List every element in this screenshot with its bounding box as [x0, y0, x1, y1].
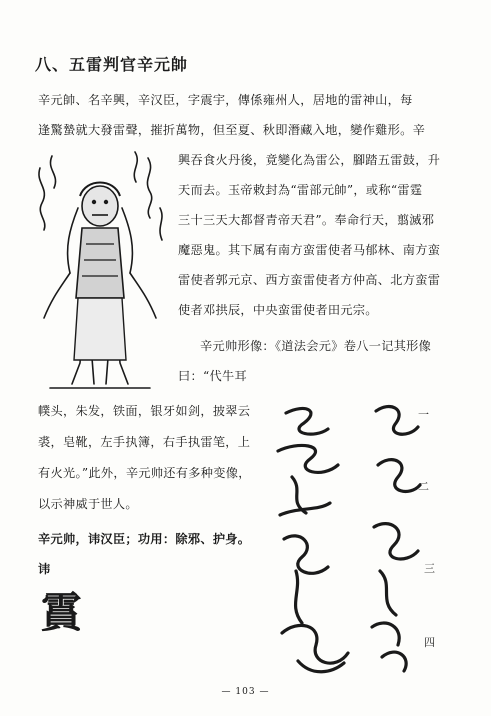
text-line: 幞头，朱发，铁面，银牙如剑，披翠云	[38, 404, 251, 418]
talisman-glyph: 霣	[40, 588, 83, 637]
hui-label: 讳	[38, 562, 51, 576]
section-heading: 八、五雷判官辛元帥	[35, 55, 189, 74]
function-line: 辛元帅，讳汉臣；功用：除邪、护身。	[38, 532, 251, 546]
text-line: 辛元帥、名辛興，辛汉臣，字震宇，傳係雍州人，居地的雷神山，每	[38, 93, 413, 107]
text-line: 曰：“代牛耳	[178, 369, 247, 383]
text-line: 興吞食火丹後，竟變化為雷公，腳踏五雷鼓，升	[178, 153, 441, 167]
text-line: 魔惡鬼。其下属有南方蛮雷使者马郁林、南方蛮	[178, 243, 441, 257]
text-line: 辛元帅形像：《道法会元》卷八一记其形像	[200, 339, 432, 353]
text-line: 裘，皂靴，左手执簿，右手执雷笔，上	[38, 435, 251, 449]
text-line: 逢驚蟄就大發雷聲，摧折萬物，但至夏、秋即潛藏入地，變作雞形。辛	[38, 123, 426, 137]
talisman-number: 二	[418, 480, 429, 493]
text-line: 使者邓拱辰，中央蛮雷使者田元宗。	[178, 303, 378, 317]
talisman-number: 一	[418, 408, 429, 421]
text-line: 三十三天大都督青帝天君”。奉命行天，翦滅邪	[178, 213, 435, 227]
text-line: 以示神威于世人。	[38, 497, 138, 511]
text-line: 天而去。玉帝敕封為“雷部元帥”，或称“雷霆	[178, 183, 423, 197]
page-number: — 103 —	[221, 687, 270, 697]
text-line: 雷使者郭元京、西方蛮雷使者方仲高、北方蛮雷	[178, 273, 441, 287]
talisman-number: 三	[424, 562, 435, 575]
talisman-number: 四	[424, 636, 435, 649]
text-line: 有火光。”此外，辛元帅还有多种变像，	[38, 466, 251, 480]
talisman-seal-drawings	[258, 395, 468, 683]
marshal-woodcut-illustration	[30, 148, 170, 396]
